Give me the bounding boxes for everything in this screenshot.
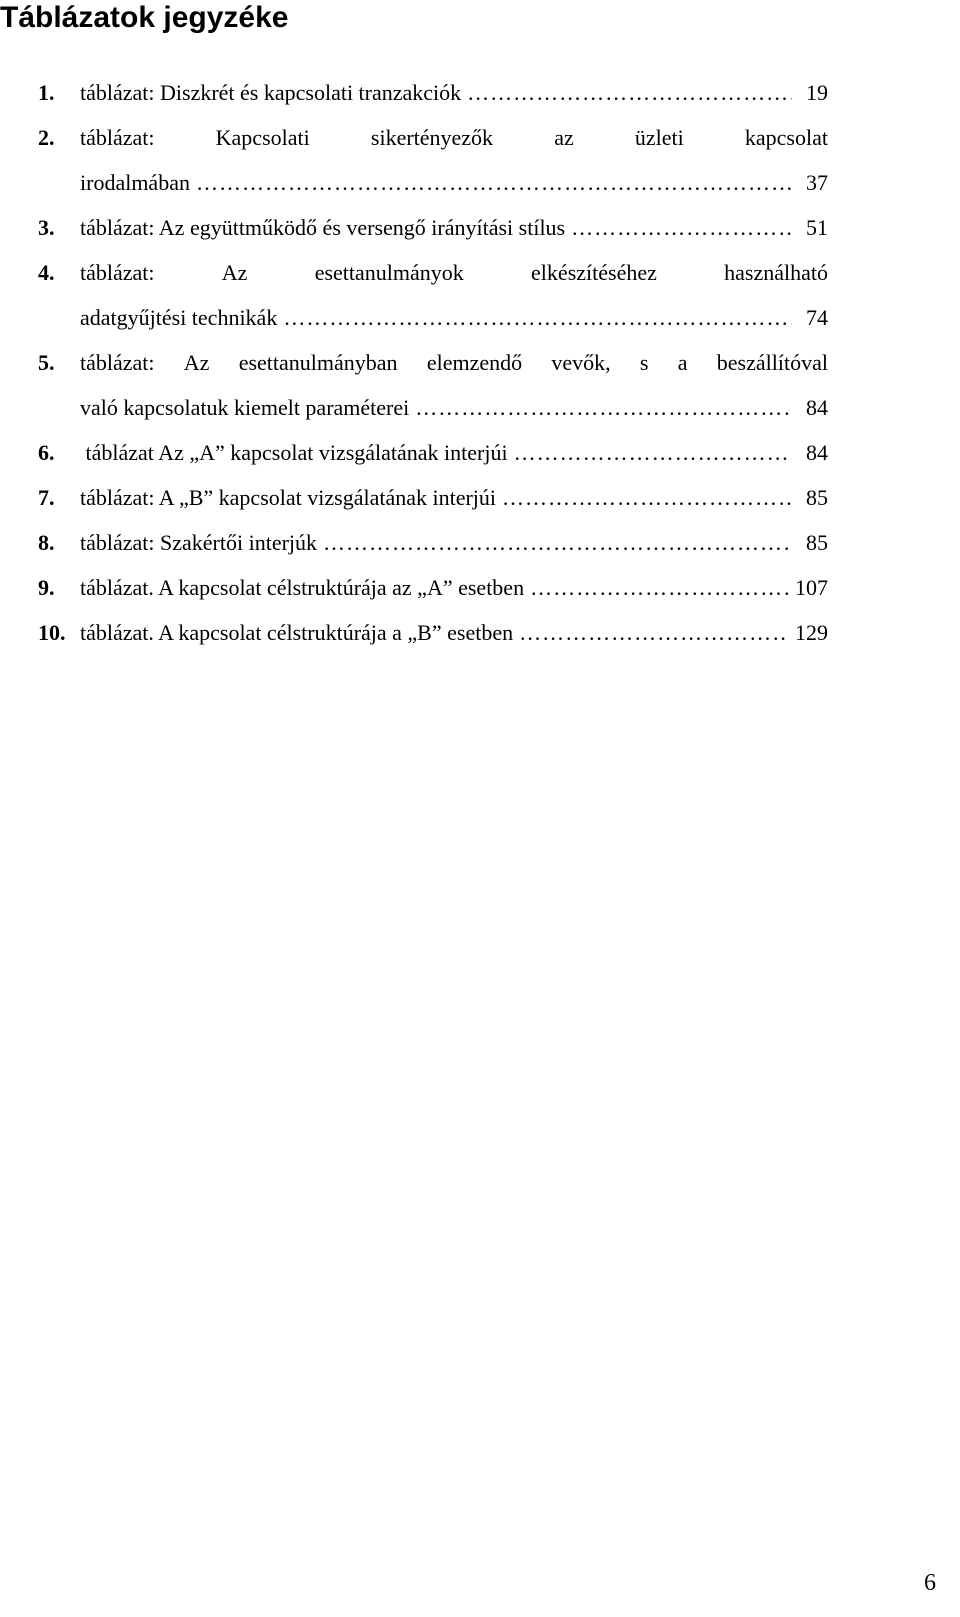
entry-page: 107 [795,575,828,600]
entry-word: Az [183,350,210,375]
entry-page: 51 [806,215,828,240]
entry-word: Az [221,260,248,285]
dot-leader [467,70,792,115]
entry-page: 84 [806,440,828,465]
entry-title: táblázat. A kapcsolat célstruktúrája a „B” esetben [80,620,514,645]
entry-page: 37 [806,170,828,195]
entry-title: táblázat: Diszkrét és kapcsolati tranzakciók [80,80,462,105]
entry-title-line2: adatgyűjtési technikák [80,305,278,330]
entry-word: esettanulmányok [314,260,464,285]
entry-word: táblázat: [80,350,155,375]
entry-page: 129 [795,620,828,645]
dot-leader [196,160,792,205]
entry-title: táblázat: A „B” kapcsolat vizsgálatának interjúi [80,485,497,510]
table-of-tables [38,70,828,655]
toc-entry-8 [38,520,828,565]
entry-title-line1 [80,340,828,385]
dot-leader [530,565,789,610]
dot-leader [519,610,789,655]
dot-leader [502,475,792,520]
entry-number: 4. [38,260,55,285]
toc-entry-6 [38,430,828,475]
entry-word: táblázat: [80,125,155,150]
entry-number: 9. [38,575,55,600]
entry-word: vevők, [551,350,611,375]
entry-word: kapcsolat [744,125,828,150]
entry-word: elemzendő [426,350,523,375]
entry-word: az [554,125,574,150]
entry-number: 10. [38,620,66,645]
entry-word: esettanulmányban [238,350,398,375]
entry-number: 1. [38,80,55,105]
entry-title: táblázat. A kapcsolat célstruktúrája az „A” esetben [80,575,525,600]
entry-title-line1 [80,115,828,160]
toc-entry-1 [38,70,828,115]
entry-number: 5. [38,350,55,375]
entry-title-line1 [80,250,828,295]
entry-title-line2: irodalmában [80,170,190,195]
entry-page: 84 [806,395,828,420]
entry-number: 2. [38,125,55,150]
toc-entry-7 [38,475,828,520]
entry-word: s [639,350,649,375]
entry-title: táblázat: Az együttműködő és versengő irányítási stílus [80,215,566,240]
entry-word: sikertényezők [370,125,494,150]
dot-leader [415,385,792,430]
entry-number: 3. [38,215,55,240]
entry-title: táblázat Az „A” kapcsolat vizsgálatának interjúi [80,440,508,465]
dot-leader [571,205,792,250]
entry-word: a [677,350,688,375]
entry-word: beszállítóval [716,350,828,375]
entry-title-line2: való kapcsolatuk kiemelt paraméterei [80,395,410,420]
dot-leader [514,430,792,475]
entry-number: 6. [38,440,55,465]
toc-entry-4 [38,250,828,340]
entry-word: üzleti [634,125,684,150]
entry-word: elkészítéséhez [531,260,657,285]
entry-page: 19 [806,80,828,105]
toc-entry-2 [38,115,828,205]
page-number: 6 [924,1570,936,1596]
dot-leader [323,520,792,565]
toc-entry-3 [38,205,828,250]
entry-word: táblázat: [80,260,155,285]
entry-title: táblázat: Szakértői interjúk [80,530,318,555]
entry-page: 85 [806,530,828,555]
entry-word: Kapcsolati [215,125,310,150]
toc-entry-5 [38,340,828,430]
entry-word: használható [724,260,828,285]
entry-number: 8. [38,530,55,555]
dot-leader [283,295,792,340]
entry-page: 74 [806,305,828,330]
entry-number: 7. [38,485,55,510]
toc-entry-10 [38,610,828,655]
page-title: Táblázatok jegyzéke [0,1,289,34]
entry-page: 85 [806,485,828,510]
toc-entry-9 [38,565,828,610]
